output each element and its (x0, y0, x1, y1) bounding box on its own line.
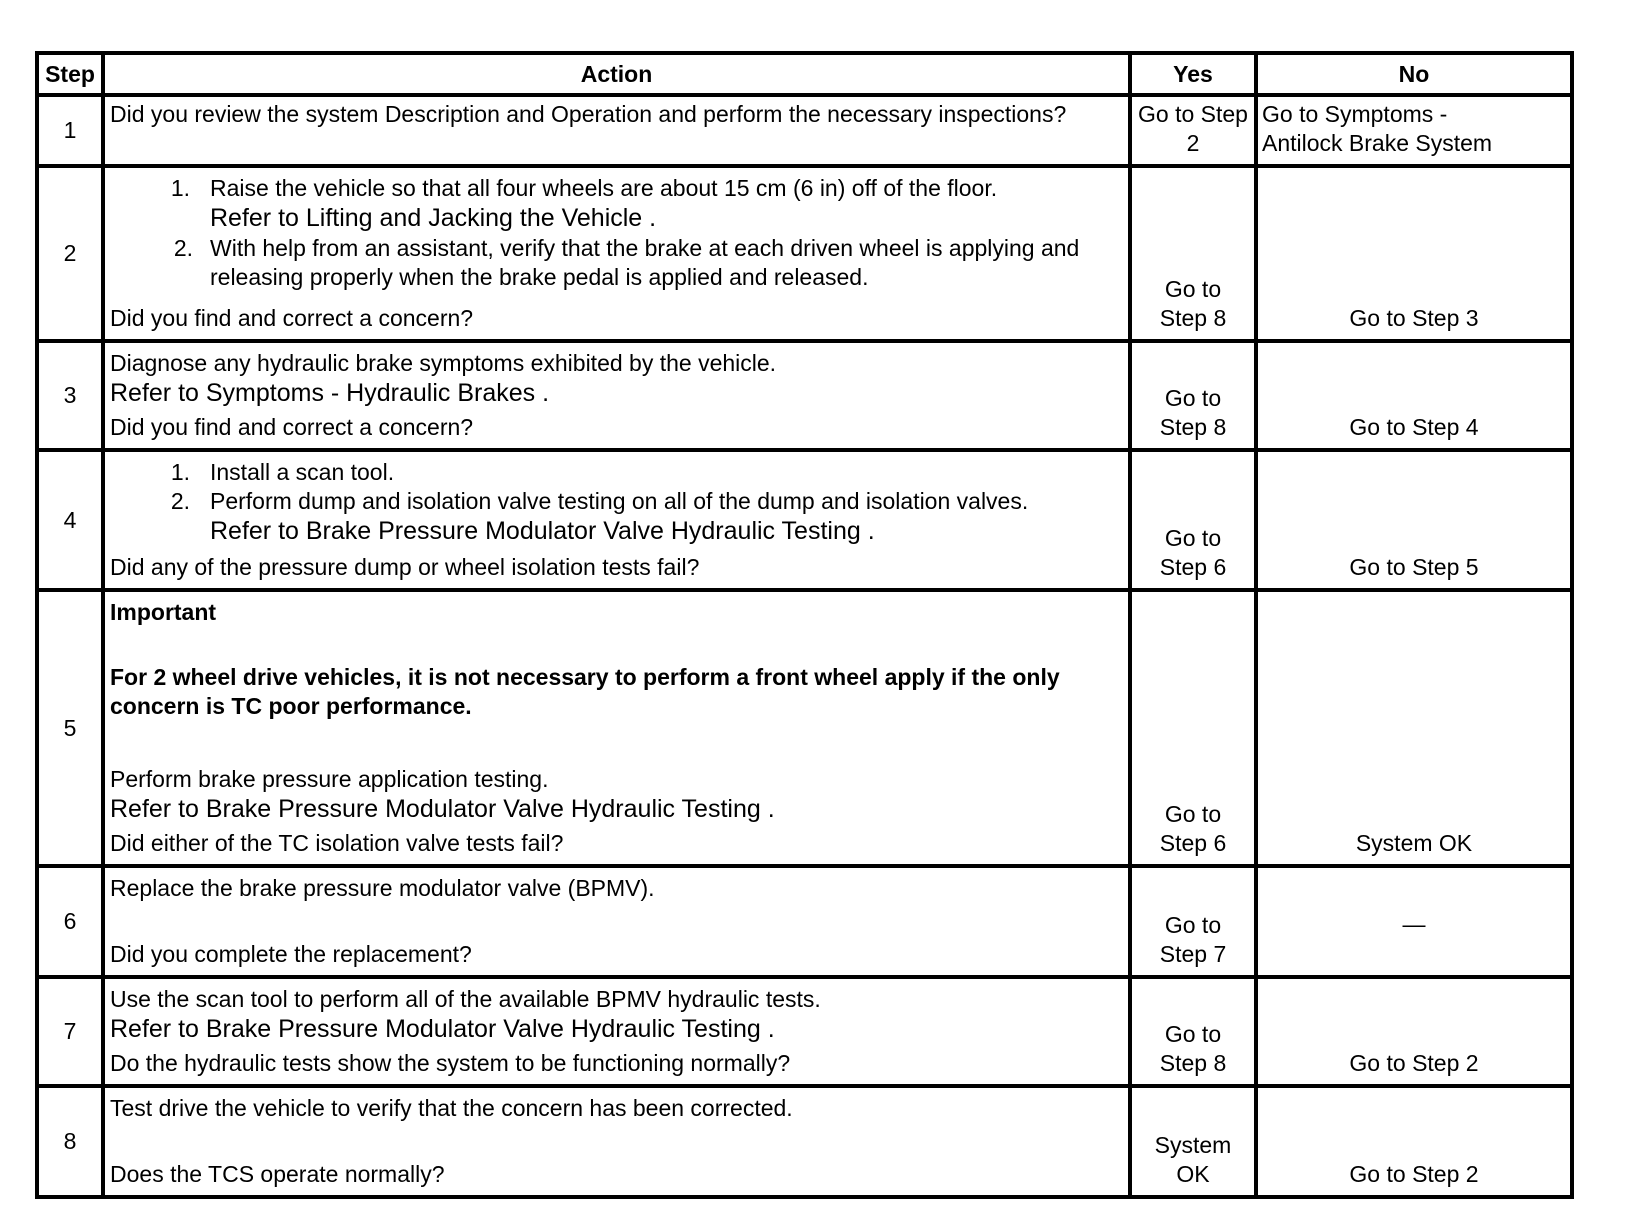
no-link[interactable]: Go to Step 4 (1349, 414, 1479, 440)
yes-cell (1130, 866, 1256, 977)
no-cell (1256, 977, 1572, 1086)
yes-link[interactable]: System OK (1154, 1132, 1232, 1187)
no-cell (1256, 590, 1572, 866)
header-yes: Yes (1130, 53, 1256, 95)
yes-cell (1130, 1086, 1256, 1197)
action-question: Did any of the pressure dump or wheel isolation tests fail? (110, 554, 700, 580)
step-number: 3 (37, 341, 103, 450)
yes-cell (1130, 450, 1256, 590)
item-number: 2. (170, 488, 190, 514)
action-cell (103, 590, 1130, 866)
no-link[interactable]: Go to Symptoms - Antilock Brake System (1262, 101, 1493, 156)
yes-cell (1130, 95, 1256, 166)
item-text: Raise the vehicle so that all four wheels are about 15 cm (6 in) off of the floor. (210, 175, 998, 201)
item-number: 2. (173, 235, 193, 261)
step-number: 6 (37, 866, 103, 977)
action-cell (103, 866, 1130, 977)
header-action: Action (103, 53, 1130, 95)
procedure-list (110, 458, 1122, 547)
yes-link[interactable]: Go to Step 6 (1159, 801, 1227, 856)
action-text: Perform brake pressure application testing. (110, 766, 549, 792)
action-cell (103, 166, 1130, 341)
table-row (37, 866, 1572, 977)
no-cell (1256, 450, 1572, 590)
yes-cell (1130, 977, 1256, 1086)
action-text: Did you review the system Description and Operation and perform the necessary inspections? (110, 101, 1067, 127)
no-link[interactable]: Go to Step 5 (1349, 554, 1479, 580)
header-step: Step (37, 53, 103, 95)
reference-link[interactable]: Refer to Brake Pressure Modulator Valve Hydraulic Testing . (110, 1015, 775, 1043)
action-text: Test drive the vehicle to verify that the concern has been corrected. (110, 1095, 793, 1121)
list-item (110, 234, 1122, 292)
action-cell (103, 450, 1130, 590)
action-question: Do the hydraulic tests show the system to be functioning normally? (110, 1050, 791, 1076)
action-text: Use the scan tool to perform all of the available BPMV hydraulic tests. (110, 986, 821, 1012)
action-cell (103, 95, 1130, 166)
no-link[interactable]: System OK (1355, 830, 1473, 856)
action-question: Did either of the TC isolation valve tests fail? (110, 830, 564, 856)
yes-cell (1130, 341, 1256, 450)
procedure-list (110, 174, 1122, 292)
step-number: 5 (37, 590, 103, 866)
item-number: 1. (170, 459, 190, 485)
action-question: Did you complete the replacement? (110, 941, 472, 967)
list-item (110, 487, 1122, 547)
yes-link[interactable]: Go to Step 6 (1159, 525, 1227, 580)
table-row (37, 341, 1572, 450)
yes-link[interactable]: Go to Step 8 (1159, 276, 1227, 331)
yes-link[interactable]: Go to Step 8 (1159, 385, 1227, 440)
table-row (37, 95, 1572, 166)
list-item (110, 458, 1122, 487)
table-row (37, 977, 1572, 1086)
step-number: 4 (37, 450, 103, 590)
item-text: Install a scan tool. (210, 459, 395, 485)
no-link[interactable]: Go to Step 2 (1349, 1161, 1479, 1187)
action-text: Diagnose any hydraulic brake symptoms exhibited by the vehicle. (110, 350, 777, 376)
reference-link[interactable]: Refer to Symptoms - Hydraulic Brakes . (110, 379, 550, 407)
step-number: 1 (37, 95, 103, 166)
reference-link[interactable]: Refer to Brake Pressure Modulator Valve Hydraulic Testing . (110, 795, 775, 823)
action-question: Does the TCS operate normally? (110, 1161, 445, 1187)
table-row (37, 450, 1572, 590)
important-text: For 2 wheel drive vehicles, it is not necessary to perform a front wheel apply if the only concern is TC poor performance. (110, 664, 1060, 719)
yes-link[interactable]: Go to Step 7 (1159, 912, 1227, 967)
reference-link[interactable]: Refer to Brake Pressure Modulator Valve Hydraulic Testing . (210, 517, 875, 545)
step-number: 8 (37, 1086, 103, 1197)
diagnostic-table (35, 51, 1574, 1199)
no-link[interactable]: Go to Step 2 (1349, 1050, 1479, 1076)
no-cell (1256, 341, 1572, 450)
table-row (37, 166, 1572, 341)
yes-cell (1130, 590, 1256, 866)
step-number: 7 (37, 977, 103, 1086)
yes-cell (1130, 166, 1256, 341)
item-text: Perform dump and isolation valve testing on all of the dump and isolation valves. (210, 488, 1029, 514)
reference-link[interactable]: Refer to Lifting and Jacking the Vehicle . (210, 204, 657, 232)
list-item (110, 174, 1122, 234)
item-text: With help from an assistant, verify that the brake at each driven wheel is applying and releasing properly when the brake pedal is applied and released. (210, 235, 1080, 290)
item-number: 1. (170, 175, 190, 201)
table-row (37, 1086, 1572, 1197)
important-label: Important (110, 599, 217, 625)
no-value: — (1402, 911, 1426, 937)
table-row (37, 590, 1572, 866)
no-cell (1256, 866, 1572, 977)
step-number: 2 (37, 166, 103, 341)
action-cell (103, 341, 1130, 450)
action-cell (103, 977, 1130, 1086)
no-link[interactable]: Go to Step 3 (1349, 305, 1479, 331)
action-text: Replace the brake pressure modulator valve (BPMV). (110, 875, 655, 901)
no-cell (1256, 1086, 1572, 1197)
action-question: Did you find and correct a concern? (110, 305, 474, 331)
no-cell (1256, 166, 1572, 341)
header-no: No (1256, 53, 1572, 95)
yes-link[interactable]: Go to Step 2 (1138, 101, 1248, 156)
yes-link[interactable]: Go to Step 8 (1159, 1021, 1227, 1076)
action-cell (103, 1086, 1130, 1197)
action-question: Did you find and correct a concern? (110, 414, 474, 440)
header-row (37, 53, 1572, 95)
no-cell (1256, 95, 1572, 166)
